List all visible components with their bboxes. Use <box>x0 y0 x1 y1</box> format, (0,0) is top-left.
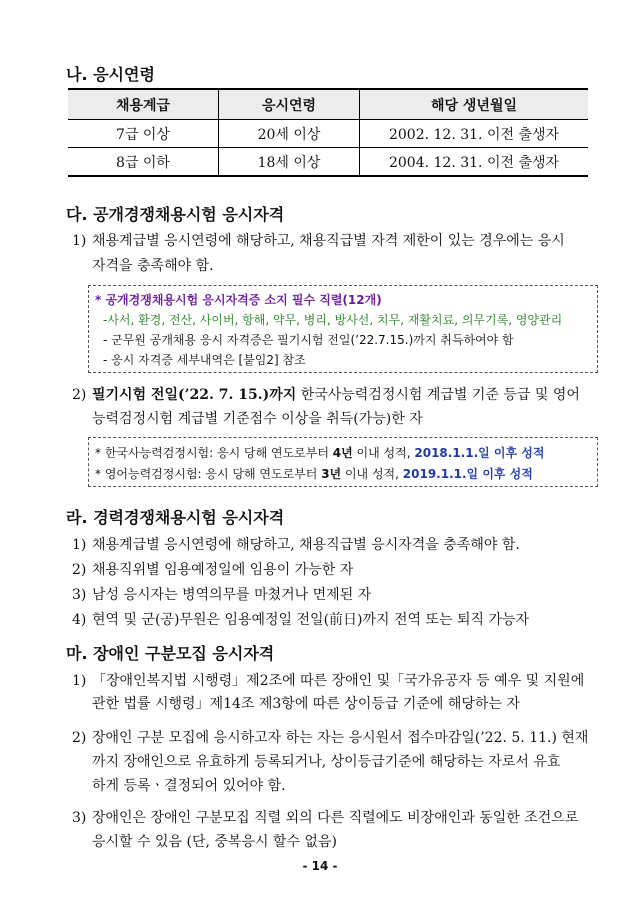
paragraph-line: 하게 등록ㆍ결정되어 있어야 함. <box>92 778 286 794</box>
table-row <box>68 120 588 148</box>
item-number: 1) <box>72 673 87 689</box>
paragraph-line: 「장애인복지법 시행령」제2조에 따른 장애인 및「국가유공자 등 예우 및 지원에 <box>92 673 585 689</box>
table-header: 채용계급 <box>68 89 219 120</box>
years-emphasis: 4년 <box>332 446 353 460</box>
table-cell: 20세 이상 <box>219 120 360 148</box>
paragraph-line: 채용계급별 응시연령에 해당하고, 채용직급별 응시자격을 충족해야 함. <box>92 537 520 553</box>
box-note: - 응시 자격증 세부내역은 [붙임2] 참조 <box>103 353 306 367</box>
paragraph-line: 장애인 구분 모집에 응시하고자 하는 자는 응시원서 접수마감일(’22. 5. 11.) 현재 <box>92 730 589 746</box>
item-number: 3) <box>72 587 87 603</box>
section-heading-disabled-recruitment: 마. 장애인 구분모집 응시자격 <box>66 644 275 663</box>
section-heading-age: 나. 응시연령 <box>66 65 155 84</box>
box-text: 이내 성적, <box>341 467 403 481</box>
item-number: 1) <box>72 233 87 249</box>
section-heading-career-recruitment: 라. 경력경쟁채용시험 응시자격 <box>66 508 285 527</box>
table-cell: 7급 이상 <box>68 120 219 148</box>
paragraph-line: 자격을 충족해야 함. <box>92 258 214 274</box>
item-number: 1) <box>72 537 87 553</box>
item-number: 2) <box>72 387 87 403</box>
paragraph-line: 관한 법률 시행령」제14조 제3항에 따른 상이등급 기준에 해당하는 자 <box>92 696 520 712</box>
paragraph-line: 현역 및 군(공)무원은 임용예정일 전일(前日)까지 전역 또는 퇴직 가능자 <box>92 612 530 628</box>
box-title: * 공개경쟁채용시험 응시자격증 소지 필수 직렬(12개) <box>95 293 382 307</box>
item-number: 4) <box>72 612 87 628</box>
box-text: 이내 성적, <box>352 446 415 460</box>
item-number: 2) <box>72 730 87 746</box>
box-note <box>95 465 533 482</box>
deadline-emphasis: 필기시험 전일(’22. 7. 15.)까지 <box>92 387 297 403</box>
paragraph-line: 남성 응시자는 병역의무를 마쳤거나 면제된 자 <box>92 587 372 603</box>
date-emphasis: 2019.1.1.일 이후 성적 <box>402 467 533 481</box>
item-number: 2) <box>72 562 87 578</box>
years-emphasis: 3년 <box>321 467 342 481</box>
paragraph-text: 한국사능력검정시험 계급별 기준 등급 및 영어 <box>296 387 580 403</box>
table-cell: 8급 이하 <box>68 148 219 177</box>
paragraph-line: 채용직위별 임용예정일에 임용이 가능한 자 <box>92 562 354 578</box>
item-number: 3) <box>72 810 87 826</box>
table-cell: 18세 이상 <box>219 148 360 177</box>
paragraph-line: 장애인은 장애인 구분모집 직렬 외의 다른 직렬에도 비장애인과 동일한 조건으로 <box>92 810 579 826</box>
box-note <box>95 444 544 461</box>
table-header: 해당 생년월일 <box>360 89 589 120</box>
paragraph-line: 능력검정시험 계급별 기준점수 이상을 취득(가능)한 자 <box>92 411 423 427</box>
paragraph-line <box>92 385 580 405</box>
paragraph-line: 채용계급별 응시연령에 해당하고, 채용직급별 자격 제한이 있는 경우에는 응시 <box>92 233 565 249</box>
box-text: * 한국사능력검정시험: 응시 당해 연도로부터 <box>95 446 333 460</box>
job-list: -사서, 환경, 전산, 사이버, 항해, 약무, 병리, 방사선, 치무, 재활치료, 의무기록, 영양관리 <box>103 313 563 327</box>
required-certificate-box <box>88 285 598 373</box>
table-header: 응시연령 <box>219 89 360 120</box>
section-heading-open-recruitment: 다. 공개경쟁채용시험 응시자격 <box>66 205 285 224</box>
paragraph-line: 까지 장애인으로 유효하게 등록되거나, 상이등급기준에 해당하는 자로서 유효 <box>92 754 561 770</box>
paragraph-line: 응시할 수 있음 (단, 중복응시 할수 없음) <box>92 834 337 850</box>
box-note: - 군무원 공개채용 응시 자격증은 필기시험 전일(’22.7.15.)까지 취득하여야 함 <box>103 333 514 347</box>
table-header-row <box>68 89 588 120</box>
age-table <box>68 88 588 177</box>
date-emphasis: 2018.1.1.일 이후 성적 <box>414 446 545 460</box>
box-text: * 영어능력검정시험: 응시 당해 연도로부터 <box>95 467 322 481</box>
table-row <box>68 148 588 177</box>
table-cell: 2002. 12. 31. 이전 출생자 <box>360 120 589 148</box>
score-validity-box <box>88 437 598 487</box>
page-number: - 14 - <box>302 859 338 873</box>
table-cell: 2004. 12. 31. 이전 출생자 <box>360 148 589 177</box>
